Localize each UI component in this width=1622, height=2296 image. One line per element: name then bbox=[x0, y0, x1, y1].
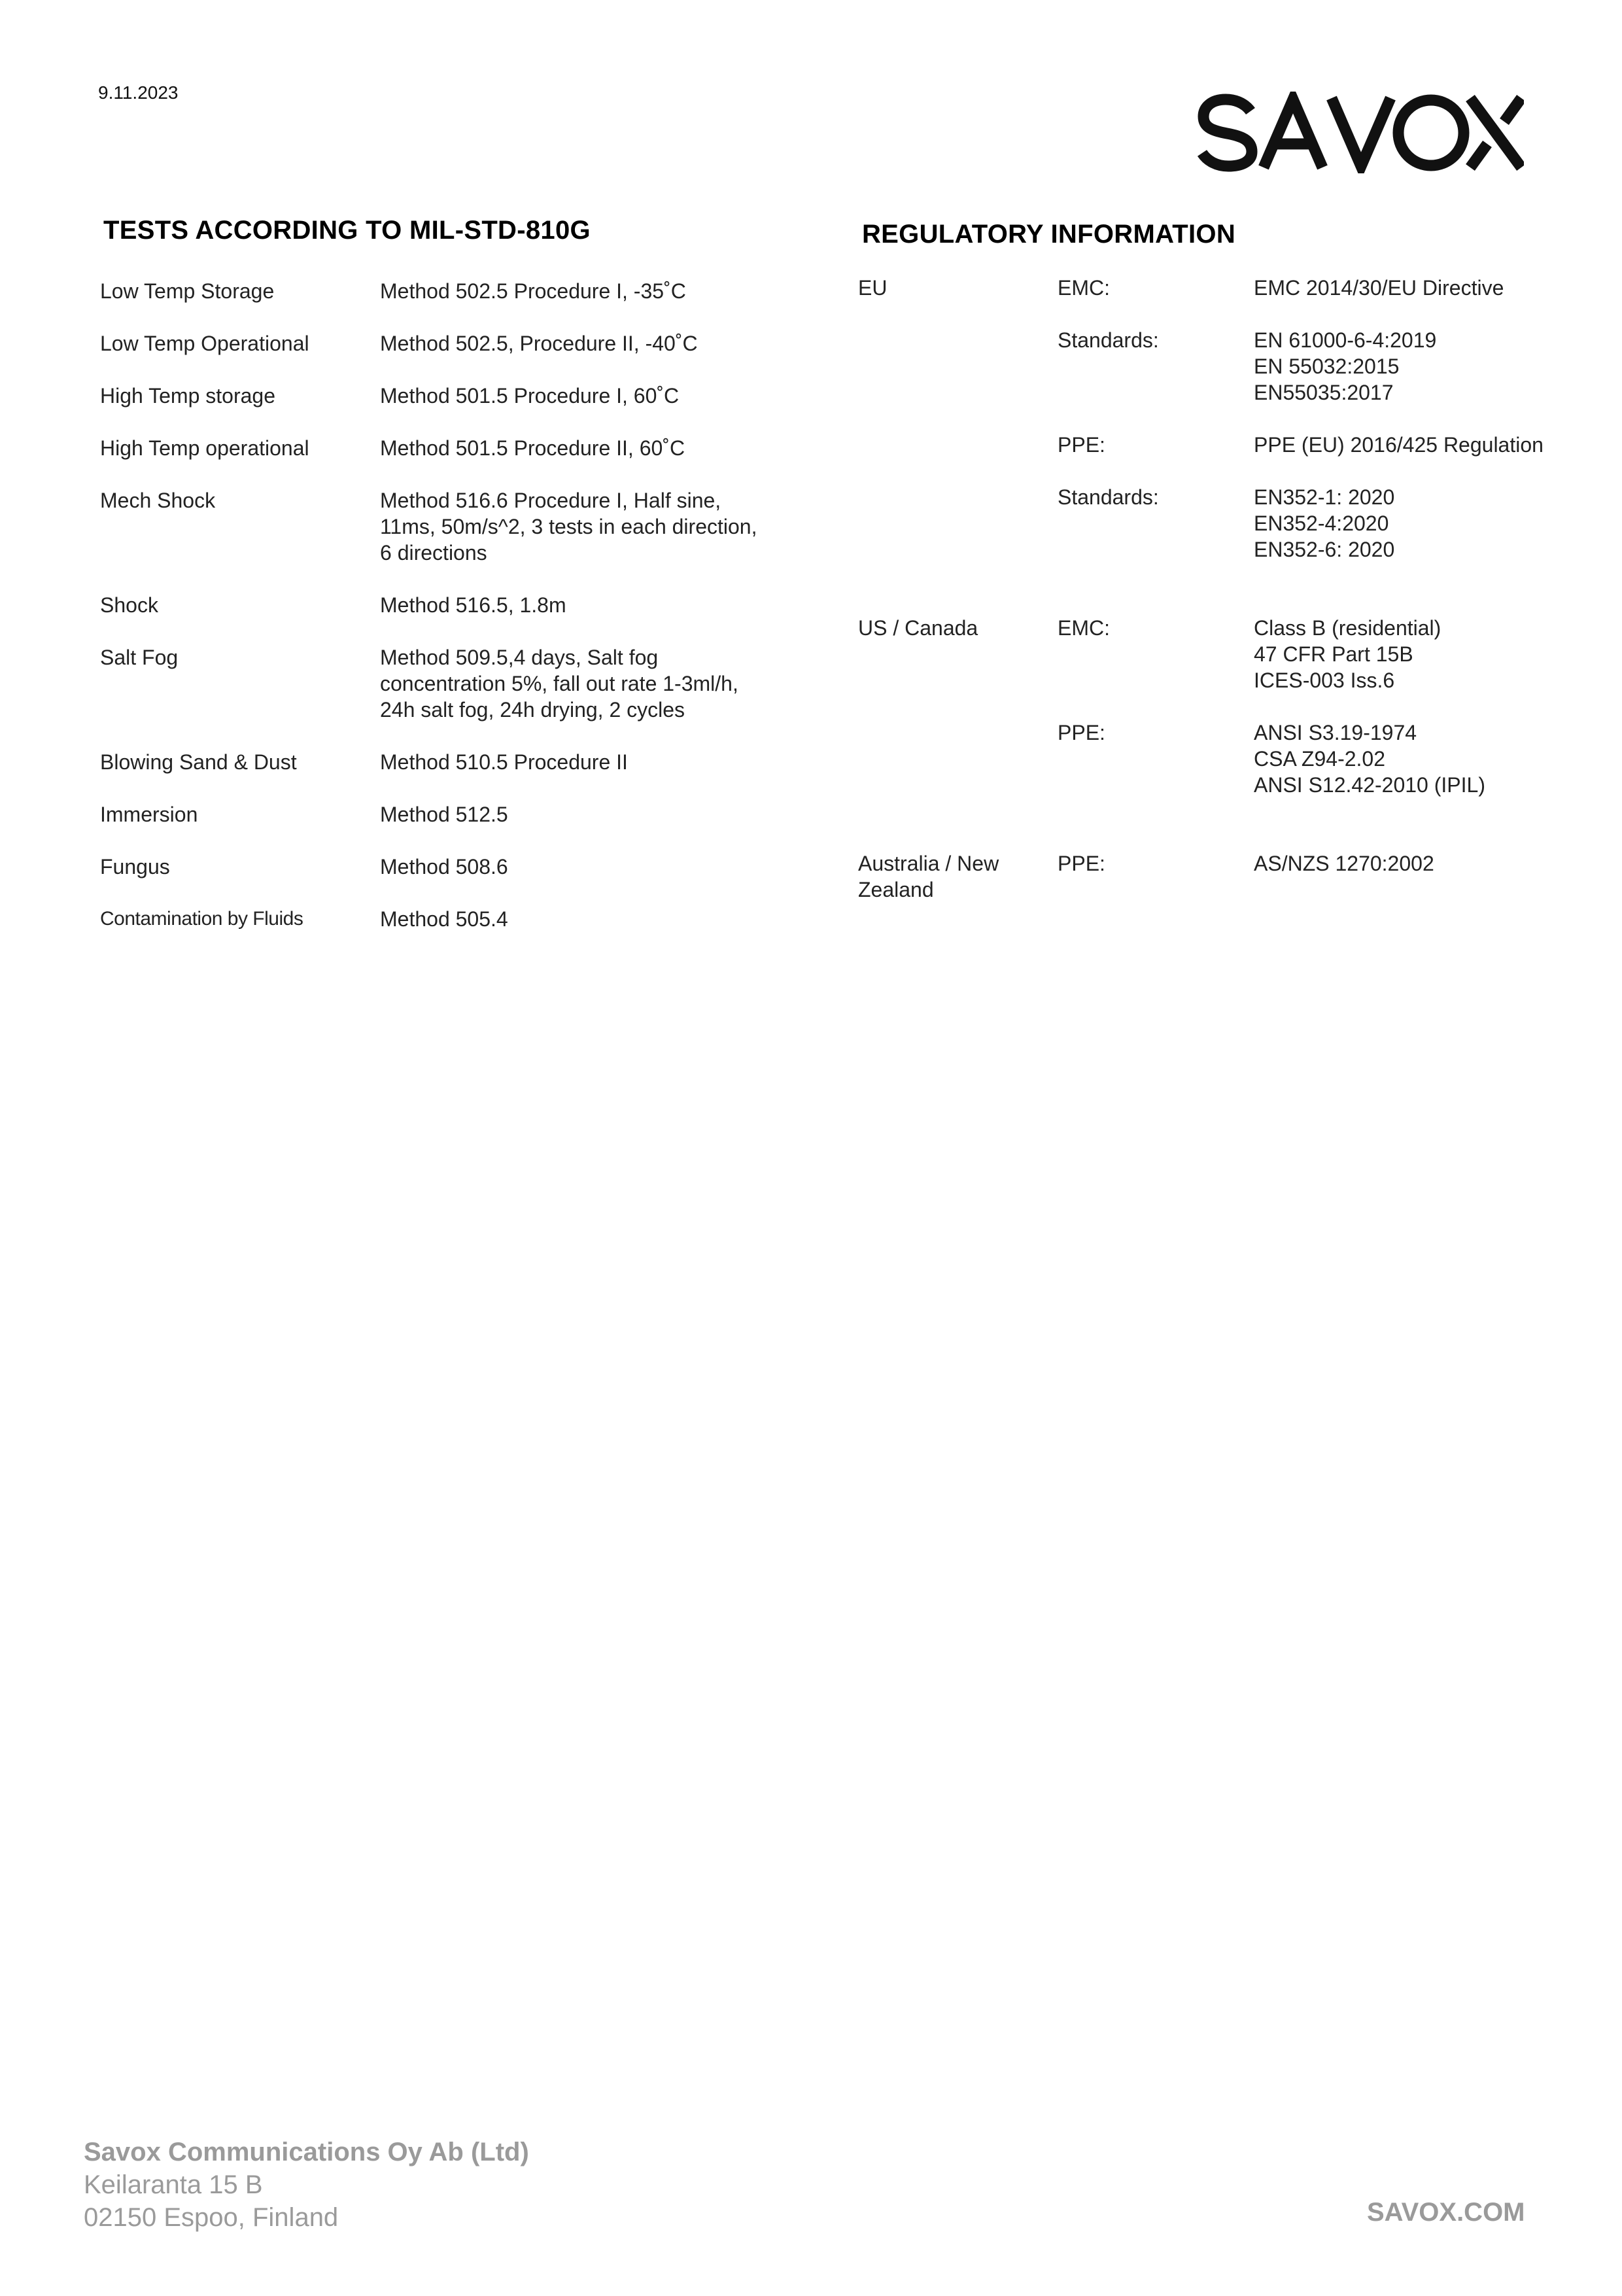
savox-logo-mark bbox=[1197, 92, 1524, 173]
test-row bbox=[100, 487, 787, 566]
test-row bbox=[100, 644, 787, 723]
test-method bbox=[380, 330, 759, 357]
document-date: 9.11.2023 bbox=[98, 82, 179, 103]
test-method bbox=[380, 487, 759, 566]
test-row bbox=[100, 278, 787, 304]
test-method bbox=[380, 592, 759, 618]
region-label: EU bbox=[858, 276, 888, 300]
test-row bbox=[100, 749, 787, 775]
test-name: Blowing Sand & Dust bbox=[100, 750, 297, 774]
reg-value: CSA Z94-2.02 bbox=[1254, 747, 1385, 771]
reg-value: ICES-003 Iss.6 bbox=[1254, 669, 1395, 692]
reg-entry bbox=[1058, 432, 1617, 458]
reg-value: EN352-1: 2020 bbox=[1254, 485, 1395, 509]
region-group-australia-nz bbox=[858, 850, 1617, 903]
test-name: High Temp storage bbox=[100, 384, 275, 408]
reg-entry-values bbox=[1254, 432, 1617, 458]
test-name: Low Temp Operational bbox=[100, 332, 309, 355]
test-method bbox=[380, 906, 759, 932]
reg-value: EMC 2014/30/EU Directive bbox=[1254, 276, 1504, 300]
region-label: US / Canada bbox=[858, 616, 978, 640]
reg-entry-label: EMC: bbox=[1058, 276, 1110, 300]
reg-value: ANSI S3.19-1974 bbox=[1254, 721, 1417, 744]
region-entries bbox=[1058, 850, 1617, 903]
test-method-line: Method 502.5 Procedure I, -35˚C bbox=[380, 279, 686, 303]
test-name: Salt Fog bbox=[100, 646, 179, 669]
test-name: Contamination by Fluids bbox=[100, 908, 303, 930]
test-row bbox=[100, 801, 787, 827]
reg-entry-values bbox=[1254, 275, 1617, 301]
reg-entry-values bbox=[1254, 720, 1617, 798]
reg-value: EN352-4:2020 bbox=[1254, 512, 1389, 535]
test-method bbox=[380, 801, 759, 827]
test-name: Mech Shock bbox=[100, 489, 216, 512]
tests-section-title: TESTS ACCORDING TO MIL-STD-810G bbox=[103, 216, 591, 245]
reg-entry-label: Standards: bbox=[1058, 485, 1159, 509]
test-name: High Temp operational bbox=[100, 436, 309, 460]
reg-entry bbox=[1058, 327, 1617, 406]
test-method-line: Method 516.5, 1.8m bbox=[380, 593, 566, 617]
test-method-line: concentration 5%, fall out rate 1-3ml/h, bbox=[380, 672, 738, 695]
test-method-line: Method 501.5 Procedure I, 60˚C bbox=[380, 384, 680, 408]
test-method-line: Method 512.5 bbox=[380, 803, 508, 826]
reg-entry-label: PPE: bbox=[1058, 433, 1105, 457]
reg-value: PPE (EU) 2016/425 Regulation bbox=[1254, 433, 1544, 457]
reg-value: Class B (residential) bbox=[1254, 616, 1441, 640]
reg-entry bbox=[1058, 720, 1617, 798]
footer-street-address: Keilaranta 15 B bbox=[84, 2170, 263, 2199]
reg-entry bbox=[1058, 275, 1617, 301]
test-method bbox=[380, 435, 759, 461]
test-name: Shock bbox=[100, 593, 158, 617]
tests-table bbox=[100, 278, 787, 958]
reg-value: EN 61000-6-4:2019 bbox=[1254, 328, 1437, 352]
savox-logo bbox=[1197, 92, 1524, 173]
reg-value: EN352-6: 2020 bbox=[1254, 538, 1395, 561]
test-method-line: 11ms, 50m/s^2, 3 tests in each direction, bbox=[380, 515, 757, 538]
reg-entry-values bbox=[1254, 615, 1617, 693]
test-method-line: Method 505.4 bbox=[380, 907, 508, 931]
test-name: Fungus bbox=[100, 855, 170, 878]
test-method bbox=[380, 383, 759, 409]
reg-entry-values bbox=[1254, 484, 1617, 563]
test-row bbox=[100, 906, 787, 932]
reg-entry-label: Standards: bbox=[1058, 328, 1159, 352]
reg-entry-values bbox=[1254, 850, 1617, 877]
reg-value: AS/NZS 1270:2002 bbox=[1254, 852, 1434, 875]
test-row bbox=[100, 592, 787, 618]
reg-value: EN 55032:2015 bbox=[1254, 355, 1400, 378]
reg-entry-label: PPE: bbox=[1058, 852, 1105, 875]
test-method-line: Method 509.5,4 days, Salt fog bbox=[380, 646, 659, 669]
test-method bbox=[380, 749, 759, 775]
test-row bbox=[100, 383, 787, 409]
test-method-line: 6 directions bbox=[380, 541, 487, 565]
test-method-line: 24h salt fog, 24h drying, 2 cycles bbox=[380, 698, 685, 722]
reg-value: 47 CFR Part 15B bbox=[1254, 642, 1413, 666]
test-method bbox=[380, 854, 759, 880]
reg-value: ANSI S12.42-2010 (IPIL) bbox=[1254, 773, 1485, 797]
region-group-eu bbox=[858, 275, 1617, 615]
test-method-line: Method 516.6 Procedure I, Half sine, bbox=[380, 489, 721, 512]
reg-entry bbox=[1058, 615, 1617, 693]
test-row bbox=[100, 330, 787, 357]
region-label-line: Australia / New bbox=[858, 852, 999, 875]
footer-website-link[interactable]: SAVOX.COM bbox=[1367, 2198, 1525, 2227]
reg-entry bbox=[1058, 484, 1617, 563]
test-method-line: Method 501.5 Procedure II, 60˚C bbox=[380, 436, 685, 460]
region-entries bbox=[1058, 615, 1617, 850]
reg-entry-label: PPE: bbox=[1058, 721, 1105, 744]
region-group-us-canada bbox=[858, 615, 1617, 850]
test-method bbox=[380, 278, 759, 304]
regulatory-table bbox=[858, 275, 1617, 903]
test-name: Immersion bbox=[100, 803, 198, 826]
test-name: Low Temp Storage bbox=[100, 279, 275, 303]
reg-entry-values bbox=[1254, 327, 1617, 406]
footer-company-name: Savox Communications Oy Ab (Ltd) bbox=[84, 2138, 529, 2166]
region-entries bbox=[1058, 275, 1617, 615]
test-method-line: Method 502.5, Procedure II, -40˚C bbox=[380, 332, 698, 355]
footer-city-address: 02150 Espoo, Finland bbox=[84, 2203, 339, 2232]
region-label-line: Zealand bbox=[858, 878, 934, 901]
test-row bbox=[100, 435, 787, 461]
test-method-line: Method 510.5 Procedure II bbox=[380, 750, 628, 774]
test-row bbox=[100, 854, 787, 880]
region-label bbox=[858, 850, 1058, 903]
reg-entry bbox=[1058, 850, 1617, 877]
reg-entry-label: EMC: bbox=[1058, 616, 1110, 640]
regulatory-section-title: REGULATORY INFORMATION bbox=[862, 220, 1236, 249]
test-method bbox=[380, 644, 759, 723]
reg-value: EN55035:2017 bbox=[1254, 381, 1394, 404]
test-method-line: Method 508.6 bbox=[380, 855, 508, 878]
